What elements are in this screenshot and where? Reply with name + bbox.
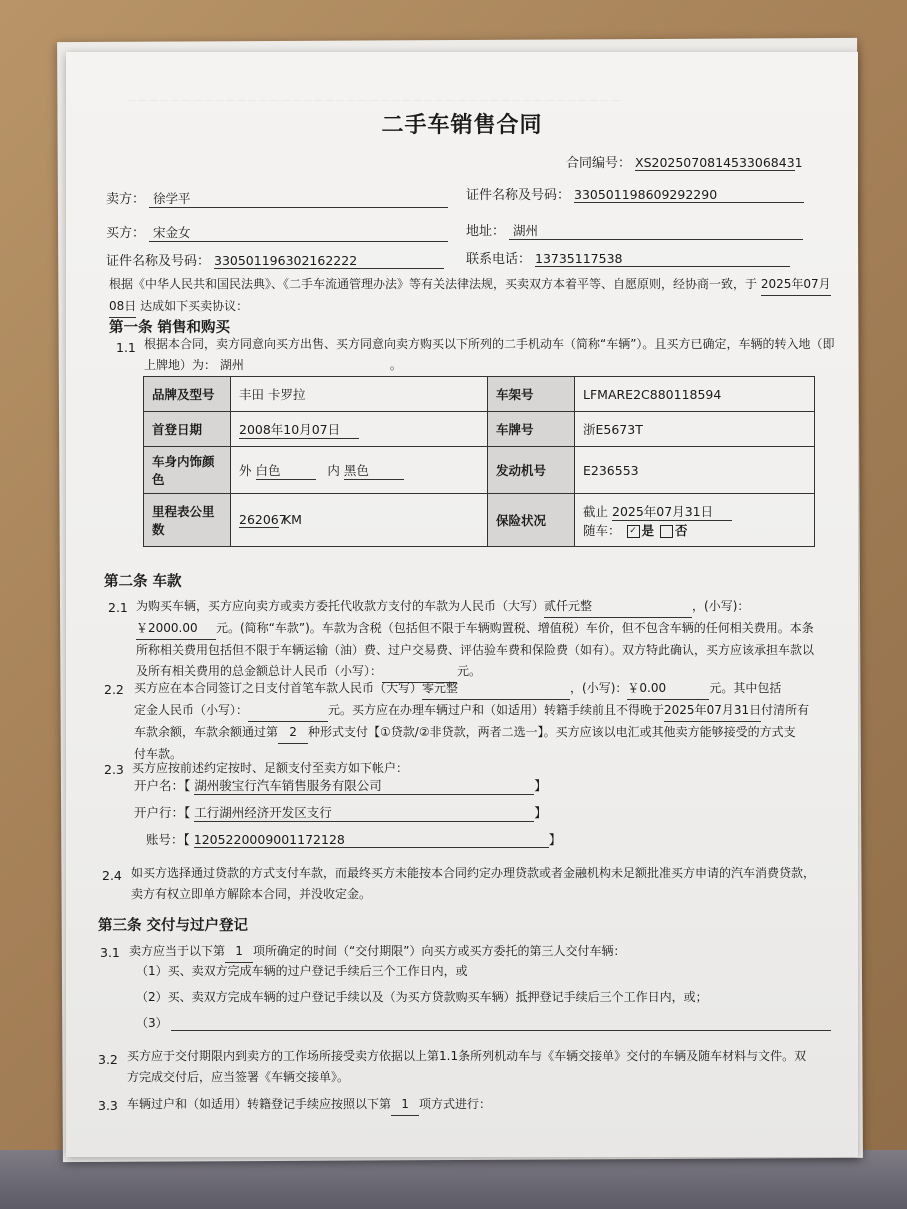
mileage-cell: [231, 494, 488, 547]
phone-label: 联系电话：: [466, 252, 532, 267]
seller-id-row: [466, 184, 804, 203]
seller-id-value: 330501198609292290: [574, 187, 804, 203]
art1-1-end: 。: [389, 358, 402, 372]
color-in-value: 黑色: [344, 461, 404, 480]
art2-1-amount: ￥2000.00: [136, 618, 216, 640]
reg-date-cell: [231, 412, 488, 447]
address-value: 湖州: [509, 221, 803, 240]
art2-1-text-c: 所称相关费用包括但不限于车辆运输（油）费、过户交易费、评估验车费和保险费（如有）。双方特此确认，买方应该承担车款以: [136, 643, 815, 657]
seller-row: [106, 188, 448, 208]
art3-1-option-3-label: （3）: [136, 1016, 168, 1030]
art3-1-option-3: [136, 1014, 831, 1031]
table-row: [144, 377, 815, 412]
page-title: 二手车销售合同: [381, 113, 543, 138]
insurance-cell: [575, 494, 815, 547]
preamble-date-2: 08日: [109, 296, 136, 318]
buyer-row: [106, 222, 448, 242]
art3-1-option-2: （2）买、卖双方完成车辆的过户登记手续以及（为买方贷款购买车辆）抵押登记手续后三个工作日内，或；: [136, 990, 708, 1004]
art2-2-small-label: ，(小写)：: [570, 681, 628, 695]
article-2-2: [134, 678, 824, 765]
plate-label: 车牌号: [488, 412, 575, 447]
account-name-label: 开户名：【: [134, 778, 191, 793]
account-number-close: 】: [548, 832, 562, 847]
phone-row: [466, 248, 790, 267]
account-bank-close: 】: [534, 805, 547, 820]
art2-2-num: 2.2: [104, 682, 124, 697]
art2-1-text-d: 及所有相关费用的总金额总计人民币（小写）：: [136, 664, 383, 678]
art2-2-text-d: 元。买方应在办理车辆过户和（如适用）转籍手续前且不得晚于: [328, 703, 665, 717]
insurance-until-value: 2025年07月31日: [612, 502, 732, 521]
article-3-title: 第三条 交付与过户登记: [98, 918, 249, 934]
table-row: [144, 447, 815, 494]
account-number-row: [146, 830, 561, 848]
art2-2-text-g: 种形式支付【①贷款/②非贷款，两者二选一】。买方应该以电汇或其他卖方能够接受的方式支: [308, 725, 796, 739]
account-bank-row: [134, 803, 547, 822]
color-out-value: 白色: [256, 461, 316, 480]
art2-2-deposit: [248, 700, 328, 722]
article-3-2: [127, 1046, 806, 1088]
account-number-label: 账号：【: [146, 832, 190, 847]
art3-1-text-b: 项所确定的时间（“交付期限”）向买方或买方委托的第三人交付车辆：: [253, 944, 626, 958]
color-out-prefix: 外: [239, 462, 252, 478]
art2-3-num: 2.3: [104, 762, 124, 777]
art1-1-place: 湖州: [220, 355, 390, 377]
contract-number: [566, 152, 803, 171]
show-through-text: －－－－－－－－－－－－－－－－－－－－－－－－－－－－－－－－－－－－－－－－－－－－－: [126, 94, 621, 107]
no-label: 否: [675, 522, 688, 538]
buyer-id-value: 330501196302162222: [214, 253, 444, 269]
engine-value: E236553: [575, 447, 815, 494]
art2-4-num: 2.4: [102, 868, 122, 883]
art3-2-text-b: 方完成交付后，应当签署《车辆交接单》。: [127, 1070, 350, 1084]
art2-1-upper: 贰仟元整: [544, 596, 692, 618]
art2-2-text-a: 买方应在本合同签订之日支付首笔车款人民币（大写）: [134, 681, 423, 695]
reg-date-label: 首登日期: [144, 412, 231, 447]
article-3-3: [127, 1094, 491, 1116]
account-bank-value: 工行湖州经济开发区支行: [194, 803, 534, 822]
preamble-date-1: 2025年07月: [761, 274, 831, 296]
reg-date-value: 2008年10月07日: [239, 420, 359, 439]
engine-label: 发动机号: [488, 447, 575, 494]
article-2-4: [131, 863, 815, 905]
contract-page: [66, 52, 858, 1157]
vehicle-info-table: [143, 376, 815, 547]
preamble: [109, 274, 831, 318]
insurance-until-prefix: 截止: [583, 503, 609, 519]
article-2-1: [136, 596, 826, 683]
preamble-text-2: 达成如下买卖协议：: [140, 299, 249, 313]
table-row: [144, 412, 815, 447]
seller-label: 卖方：: [106, 192, 146, 207]
article-1-title: 第一条 销售和购买: [109, 320, 231, 336]
art3-2-num: 3.2: [98, 1052, 118, 1067]
art3-3-item: 1: [391, 1094, 419, 1116]
table-row: [144, 494, 815, 547]
address-row: [466, 220, 803, 240]
art2-2-method: 2: [278, 722, 308, 744]
preamble-text-1: 根据《中华人民共和国民法典》、《二手车流通管理办法》等有关法律法规，买卖双方本着平等、自愿原则，经协商一致，于: [109, 277, 758, 291]
art3-3-text-b: 项方式进行：: [419, 1097, 492, 1111]
art3-2-text-a: 买方应于交付期限内到卖方的工作场所接受卖方依据以上第1.1条所列机动车与《车辆交接单》交付的车辆及随车材料与文件。双: [127, 1049, 807, 1063]
mileage-unit: KM: [282, 512, 302, 527]
mileage-value: 262067: [239, 512, 287, 527]
art2-3-text: 买方应按前述约定按时、足额支付至卖方如下帐户：: [132, 761, 409, 775]
buyer-id-label: 证件名称及号码：: [106, 254, 211, 269]
art2-1-num: 2.1: [108, 600, 128, 615]
art1-1-num: 1.1: [116, 340, 136, 355]
seller-value: 徐学平: [149, 189, 448, 208]
art2-1-text-a: 为购买车辆，买方应向卖方或卖方委托代收款方支付的车款为人民币（大写）: [136, 599, 545, 613]
art2-1-small-label: ，(小写)：: [692, 599, 750, 613]
art2-2-text-e: 付清所有: [761, 703, 810, 717]
art3-1-option-1: （1）买、卖双方完成车辆的过户登记手续后三个工作日内，或: [136, 964, 468, 978]
vin-value: LFMARE2C880118594: [575, 377, 815, 412]
article-2-title: 第二条 车款: [104, 574, 182, 590]
insurance-label: 保险状况: [488, 494, 575, 547]
with-car-label: 随车：: [583, 522, 621, 538]
art2-2-text-c: 定金人民币（小写）：: [134, 703, 249, 717]
account-name-value: 湖州骏宝行汽车销售服务有限公司: [194, 776, 534, 795]
color-in-prefix: 内: [327, 462, 340, 478]
buyer-id-row: [106, 250, 444, 269]
art2-1-text-b: 元。(简称“车款”)。车款为含税（包括但不限于车辆购置税、增值税）车价，但不包含车辆的任何相关费用。本条: [216, 621, 814, 635]
article-1-1: [144, 334, 834, 377]
art3-3-num: 3.3: [98, 1098, 118, 1113]
art2-2-upper: 零元整: [422, 678, 570, 700]
buyer-value: 宋金女: [149, 223, 448, 242]
contract-number-label: 合同编号：: [566, 156, 632, 171]
art2-2-text-f: 车款余额，车款余额通过第: [134, 725, 279, 739]
art1-1-text-a: 根据本合同，卖方同意向买方出售、买方同意向卖方购买以下所列的二手机动车（简称“车辆”）。且买方已确定，车辆的转入地（即: [144, 337, 835, 351]
seller-id-label: 证件名称及号码：: [466, 188, 571, 203]
account-name-row: [134, 776, 547, 795]
account-name-close: 】: [534, 778, 547, 793]
account-number-value: 1205220009001172128: [194, 832, 549, 848]
yes-checkbox[interactable]: ✓: [627, 525, 640, 538]
art2-1-yuan: 元。: [457, 664, 482, 678]
art3-1-option-3-blank: [171, 1016, 831, 1031]
plate-value: 浙E5673T: [575, 412, 815, 447]
art2-2-text-b: 元。其中包括: [709, 681, 782, 695]
art2-2-date: 2025年07月31日: [664, 700, 761, 722]
art3-1-num: 3.1: [100, 945, 120, 960]
article-3-1: [129, 941, 625, 963]
color-label: 车身内饰颜色: [144, 447, 231, 494]
yes-label: 是: [641, 522, 655, 538]
art3-3-text-a: 车辆过户和（如适用）转籍登记手续应按照以下第: [127, 1097, 392, 1111]
mileage-label: 里程表公里数: [144, 494, 231, 547]
address-label: 地址：: [466, 224, 506, 239]
art2-4-text-a: 如买方选择通过贷款的方式支付车款，而最终买方未能按本合同约定办理贷款或者金融机构未足额批准买方申请的汽车消费贷款，: [131, 866, 816, 880]
art1-1-text-b: 上牌地）为：: [144, 358, 217, 372]
phone-value: 13735117538: [535, 251, 790, 267]
art2-4-text-b: 卖方有权立即单方解除本合同，并没收定金。: [131, 887, 372, 901]
art2-2-text-h: 付车款。: [134, 747, 183, 761]
art3-1-item: 1: [225, 941, 253, 963]
brand-label: 品牌及型号: [144, 377, 231, 412]
brand-value: 丰田 卡罗拉: [231, 377, 488, 412]
art3-1-text-a: 卖方应当于以下第: [129, 944, 226, 958]
color-cell: [231, 447, 488, 494]
no-checkbox[interactable]: [660, 525, 673, 538]
buyer-label: 买方：: [106, 226, 146, 241]
vin-label: 车架号: [488, 377, 575, 412]
contract-number-value: XS2025070814533068431: [635, 155, 803, 170]
art2-2-amount: ￥0.00: [627, 678, 709, 700]
account-bank-label: 开户行：【: [134, 805, 191, 820]
